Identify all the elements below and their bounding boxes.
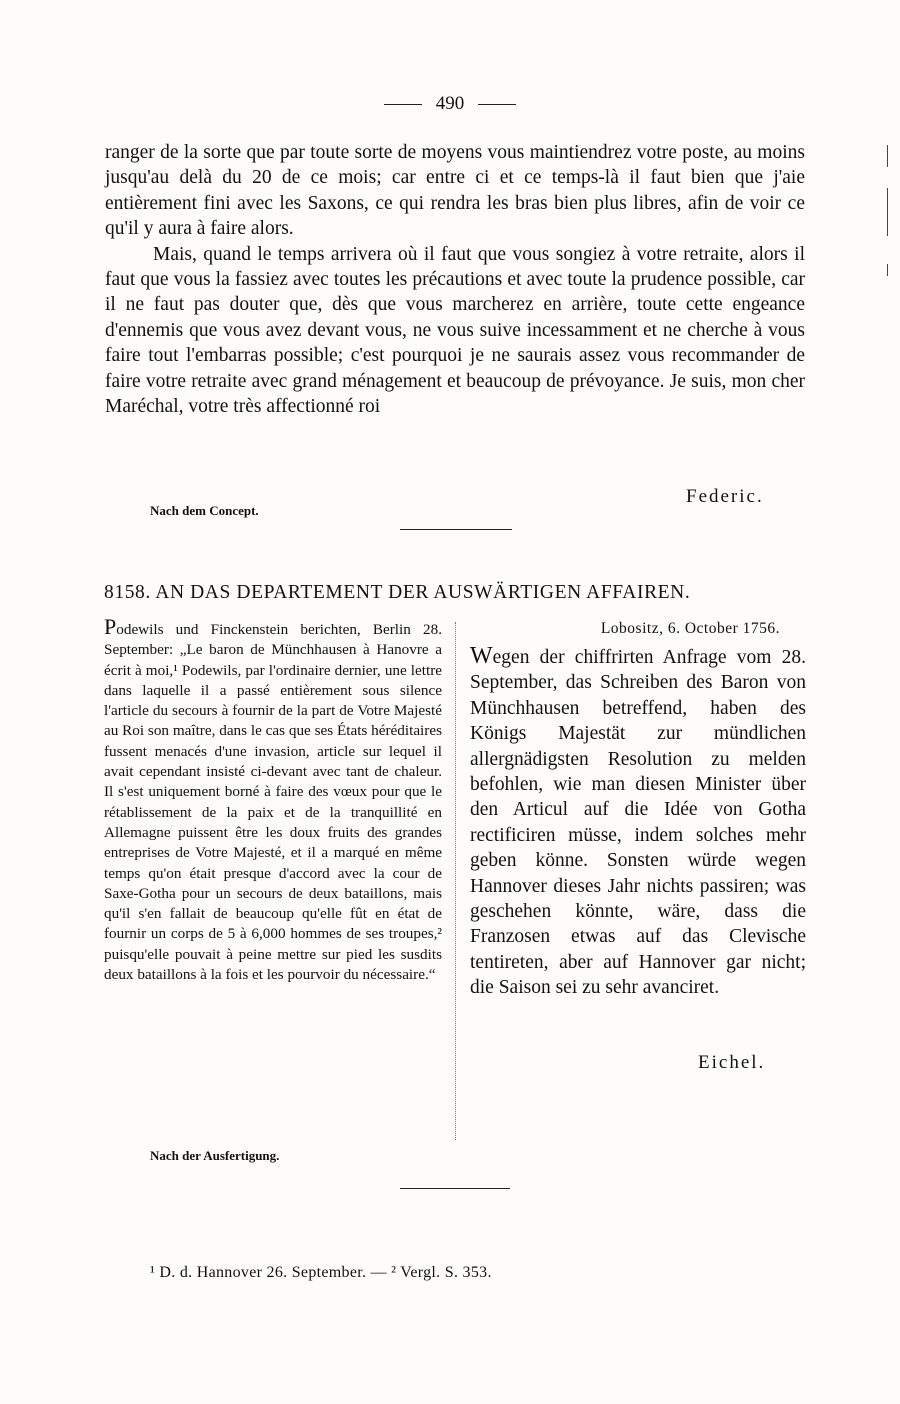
report-summary-text: odewils und Finckenstein berichten, Berlin 28. September: „Le baron de Münchhausen à Hanovre a écrit à moi,¹ Podewils, par l'ordinaire dernier, une lettre dans laquelle il a passé entièrement sous silence l'article du secours à fournir de la part de Votre Majesté au Roi son maître, dans le cas que ses États héréditaires fussent menacés d'une invasion, article sur lequel il avait cependant insisté ci-devant avec tant de chaleur. Il s'est uniquement borné à faire des vœux pour que le rétablissement de la paix et de la tranquillité en Allemagne puissent être les doux fruits des grandes entreprises de Votre Majesté, et il a marqué en même temps qu'on était presque d'accord avec la cour de Saxe-Gotha pour un secours de deux bataillons, mais qu'il s'en fallait de beaucoup qu'elle fût en état de fournir un corps de 5 à 6,000 hommes de ses troupes,² puisqu'elle pouvait à peine mettre sur pied les susdits deux bataillons à la fois et les pourvoir du nécessaire.“ [104, 621, 442, 984]
page-number-rule-right [478, 104, 516, 105]
margin-mark [887, 188, 888, 236]
page-number-rule-left [384, 104, 422, 105]
letter-signature: Federic. [686, 486, 764, 507]
reply-signature: Eichel. [698, 1052, 766, 1073]
letter-source-note: Nach dem Concept. [150, 503, 259, 518]
column-divider [455, 622, 456, 1140]
report-dropcap: P [104, 614, 117, 639]
report-summary-column [104, 614, 442, 985]
footnotes: ¹ D. d. Hannover 26. September. — ² Vergl. S. 353. [150, 1264, 492, 1281]
page-number-header [0, 93, 900, 115]
report-source-note: Nach der Ausfertigung. [150, 1148, 280, 1163]
letter-paragraph-1: ranger de la sorte que par toute sorte de moyens vous maintiendrez votre poste, au moins jusqu'au delà du 20 de ce mois; car entre ci et ce temps-là il faut bien que j'aie entièrement fini avec les Saxons, ce qui rendra les bras bien plus libres, afin de voir ce qu'il y aura à faire alors. [105, 142, 805, 240]
margin-mark [887, 264, 888, 276]
section-divider [400, 529, 512, 530]
letter-continuation [105, 140, 805, 419]
reply-column [470, 644, 806, 1001]
footnote-divider [400, 1188, 510, 1189]
page-number: 490 [435, 93, 465, 114]
reply-text: egen der chiffrirten Anfrage vom 28. September, das Schreiben des Baron von Münchhausen betreffend, haben des Königs Majestät zur mündlichen allergnädigsten Resolution zu melden befohlen, wie man diesen Minister über den Articul auf die Idée von Gotha rectificiren müsse, indem solches mehr geben könne. Sonsten würde wegen Hannover dieses Jahr nichts passiren; was geschehen könnte, wäre, dass die Franzosen etwas auf das Clevische tentireten, aber auf Hannover gar nicht; die Saison sei zu sehr avanciret. [470, 647, 806, 999]
margin-mark [887, 145, 888, 167]
letter-paragraph-2: Mais, quand le temps arrivera où il faut que vous songiez à votre retraite, alors il faut que vous la fassiez avec toutes les précautions et avec toute la prudence possible, car il ne faut pas douter que, dès que vous marcherez en arrière, toute cette engeance d'ennemis que vous avez devant vous, ne vous suive incessamment et ne cherche à vous faire tout l'embarras possible; c'est pourquoi je ne saurais assez vous recommander de faire votre retraite avec grand ménagement et beaucoup de prévoyance. Je suis, mon cher Maréchal, votre très affectionné roi [105, 243, 805, 418]
dateline: Lobositz, 6. October 1756. [600, 620, 780, 637]
reply-dropcap: W [470, 643, 493, 669]
document-heading: 8158. AN DAS DEPARTEMENT DER AUSWÄRTIGEN AFFAIREN. [104, 582, 691, 603]
